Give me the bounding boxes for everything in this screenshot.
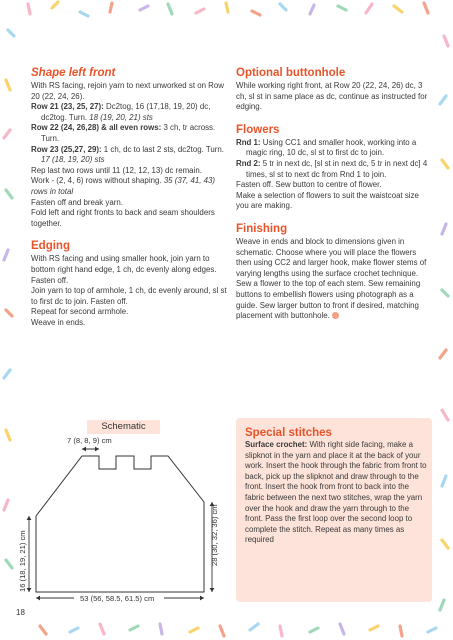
left-dimension-arrow (27, 516, 32, 592)
schematic-top-label: 7 (8, 8, 9) cm (67, 436, 112, 445)
edging-paragraph: Repeat for second armhole. (31, 307, 129, 317)
schematic-right-label: 28 (30, 32, 36) cm (210, 504, 219, 566)
right-column (236, 66, 431, 322)
top-dimension-arrow (82, 447, 99, 452)
page-number: 18 (16, 608, 25, 617)
special-stitches-heading: Special stitches (245, 427, 332, 439)
flowers-heading: Flowers (236, 123, 280, 136)
instruction-line: Fold left and right fronts to back and seam shoulders together. (31, 208, 215, 228)
edging-paragraph: Weave in ends. (31, 317, 86, 327)
instruction-line: Rep last two rows until 11 (12, 12, 13) dc remain. (31, 165, 202, 175)
buttonhole-text: While working right front, at Row 20 (22, 24, 26) dc, 3 ch, sl st in same place as dc, continue as instructed for edging. (236, 81, 428, 112)
instruction-row-21: Row 21 (23, 25, 27): Dc2tog, 16 (17,18, 19, 20) dc, dc2tog. Turn. 18 (19, 20, 21) sts (31, 102, 211, 122)
schematic-left-label: 16 (18, 19, 21) cm (18, 530, 27, 592)
edging-paragraph: Join yarn to top of armhole, 1 ch, dc evenly around, sl st to first dc to join. Fasten off. (31, 286, 227, 306)
instruction-row-23: Row 23 (25,27, 29): 1 ch, dc to last 2 sts, dc2tog. Turn. 17 (18, 19, 20) sts (31, 144, 224, 165)
schematic-diagram (14, 434, 224, 604)
shape-left-front-heading: Shape left front (31, 67, 116, 79)
edging-heading: Edging (31, 240, 70, 253)
instruction-row-22: Row 22 (24, 26,28) & all even rows: 3 ch, tr across. Turn. (31, 123, 216, 143)
edging-paragraph: With RS facing and using smaller hook, join yarn to bottom right hand edge, 1 ch, dc evenly along edges. Fasten off. (31, 254, 217, 285)
instruction-line: Work - (2, 4, 6) rows without shaping. 35 (37, 41, 43) rows in total (31, 176, 216, 196)
special-stitches-panel (236, 418, 432, 602)
optional-buttonhole-heading: Optional buttonhole (236, 67, 346, 79)
flowers-paragraph: Make a selection of flowers to suit the waistcoat size you are making. (236, 190, 419, 211)
end-of-section-dot-icon (332, 312, 339, 319)
flowers-rnd-2: Rnd 2: 5 tr in next dc, [sl st in next dc, 5 tr in next dc] 4 times, sl st to next dc from Rnd 1 to join. (236, 158, 428, 179)
finishing-heading: Finishing (236, 222, 288, 235)
left-column (31, 66, 227, 328)
special-stitches-text: Surface crochet: With right side facing, make a slipknot in the yarn and place it at the back of your work. Insert the hook through the fabric from front to back, pick up the slipknot and draw through to the front. Insert the hook from front to back into the fabric between the next two stitches, wrap the yarn over the hook and draw the yarn through to the front. Pass the first loop over the second loop to complete the stitch. Repeat as many times as required (245, 440, 427, 545)
instruction-line: Fasten off and break yarn. (31, 197, 123, 207)
instruction-line: With RS facing, rejoin yarn to next unworked st on Row 20 (22, 24, 26). (31, 81, 224, 101)
finishing-text: Weave in ends and block to dimensions given in schematic. Choose where you will place the flowers then using CC2 and larger hook, make flower stems of varying lengths using the surface crochet technique. Sew a flower to the top of each stem. Sew remaining buttons to embellish flowers using photograph as a guide. Sew larger button to front if desired, matching placement with buttonhole. (236, 236, 427, 321)
garment-outline (36, 456, 204, 592)
flowers-paragraph: Fasten off. Sew button to centre of flower. (236, 180, 382, 190)
schematic-title: Schematic (87, 420, 160, 434)
schematic-bottom-label: 53 (56, 58.5, 61.5) cm (80, 594, 155, 603)
flowers-rnd-1: Rnd 1: Using CC1 and smaller hook, working into a magic ring, 10 dc, sl st to first dc to join. (236, 137, 417, 158)
